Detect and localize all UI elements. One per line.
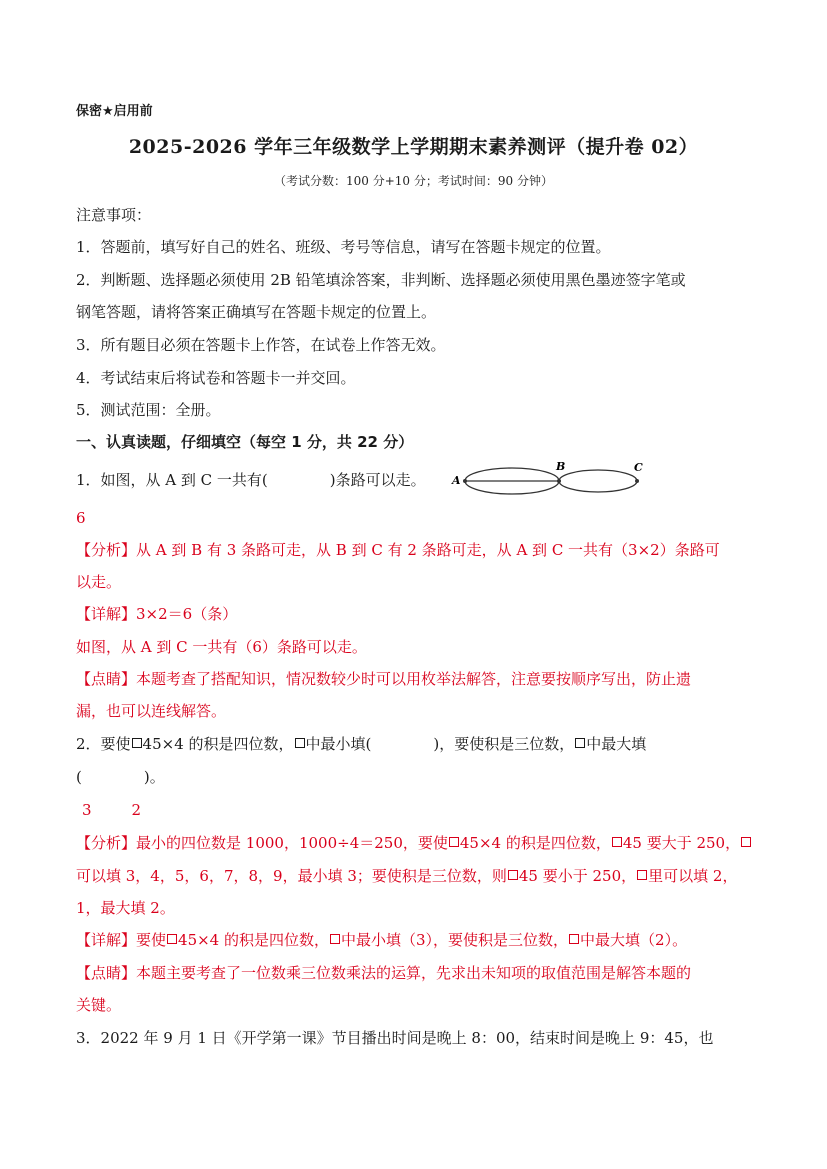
q1-analysis-text: 从 A 到 B 有 3 条路可走，从 B 到 C 有 2 条路可走，从 A 到 C 一共有（3×2）条路可 — [136, 541, 720, 559]
q2-comment-cont: 关键。 — [76, 996, 122, 1014]
notice-item-2-cont: 钢笔答题，请将答案正确填写在答题卡规定的位置上。 — [76, 303, 437, 321]
q2-analysis-2c: 里可以填 2， — [648, 867, 738, 885]
notice-item-4: 4．考试结束后将试卷和答题卡一并交回。 — [76, 369, 356, 387]
q2-comment — [76, 963, 691, 983]
q1-detail-text: 3×2＝6（条） — [136, 605, 238, 623]
confidential-label: 保密★启用前 — [76, 104, 153, 119]
q2-detail-d: 中最大填（2）。 — [580, 931, 688, 949]
q2-analysis-cont — [76, 866, 737, 886]
unknown-digit-box — [569, 934, 579, 944]
q1-comment-cont: 漏，也可以连线解答。 — [76, 702, 227, 720]
q3-stem: 3．2022 年 9 月 1 日《开学第一课》节目播出时间是晚上 8：00，结束时间是晚上 9：45，也 — [76, 1029, 714, 1047]
analysis-tag: 【分析】 — [76, 541, 137, 559]
q2-stem-cont — [76, 767, 165, 787]
q2-analysis-1c: 45 要大于 250， — [622, 834, 741, 852]
q2-answers — [82, 800, 141, 820]
q1-answer: 6 — [76, 509, 86, 527]
notice-heading: 注意事项： — [76, 206, 152, 224]
point-c — [635, 479, 639, 483]
q2-detail-c: 中最小填（3），要使积是三位数， — [341, 931, 569, 949]
q1-detail — [76, 604, 237, 624]
q1-stem — [76, 470, 426, 490]
exam-subtitle: （考试分数：100 分+10 分；考试时间：90 分钟） — [274, 174, 553, 188]
detail-tag: 【详解】 — [76, 605, 137, 623]
q2-stem-part-f-close: )。 — [143, 768, 165, 786]
q1-analysis — [76, 540, 720, 560]
q2-stem-part-a: 2．要使 — [76, 735, 131, 753]
q2-analysis-2b: 45 要小于 250， — [518, 867, 637, 885]
unknown-digit-box — [167, 934, 177, 944]
q2-analysis — [76, 833, 752, 853]
label-b: B — [556, 462, 566, 473]
unknown-digit-box — [330, 934, 340, 944]
section-1-title: 一、认真读题，仔细填空（每空 1 分，共 22 分） — [76, 433, 414, 451]
q2-analysis-2a: 可以填 3，4，5，6，7，8，9，最小填 3；要使积是三位数，则 — [76, 867, 507, 885]
q2-answer-2: 2 — [131, 801, 142, 819]
q2-analysis-1b: 45×4 的积是四位数， — [459, 834, 611, 852]
q1-stem-part-a: 1．如图，从 A 到 C 一共有( — [76, 471, 268, 489]
q1-comment-text: 本题考查了搭配知识，情况数较少时可以用枚举法解答，注意要按顺序写出，防止遗 — [136, 670, 692, 688]
label-c: C — [634, 462, 643, 474]
page-title: 2025-2026 学年三年级数学上学期期末素养测评（提升卷 02） — [128, 136, 699, 158]
q2-analysis-end: 1，最大填 2。 — [76, 899, 175, 917]
unknown-digit-box — [637, 870, 647, 880]
q2-detail — [76, 930, 687, 950]
q2-stem-part-c: 中最小填( — [305, 735, 372, 753]
q2-stem — [76, 734, 646, 754]
comment-tag: 【点睛】 — [76, 670, 137, 688]
point-a — [463, 479, 467, 483]
comment-tag: 【点睛】 — [76, 964, 137, 982]
q2-detail-a: 要使 — [136, 931, 167, 949]
notice-item-3: 3．所有题目必须在答题卡上作答，在试卷上作答无效。 — [76, 336, 446, 354]
q1-comment — [76, 669, 691, 689]
q1-analysis-cont: 以走。 — [76, 573, 122, 591]
q2-stem-part-e: 中最大填 — [586, 735, 647, 753]
q2-stem-part-d: )，要使积是三位数， — [433, 735, 575, 753]
unknown-digit-box — [508, 870, 518, 880]
q2-stem-part-f-open: ( — [76, 768, 82, 786]
unknown-digit-box — [295, 738, 305, 748]
detail-tag: 【详解】 — [76, 931, 137, 949]
unknown-digit-box — [132, 738, 142, 748]
notice-item-5: 5．测试范围：全册。 — [76, 401, 221, 419]
unknown-digit-box — [741, 837, 751, 847]
q2-analysis-1a: 最小的四位数是 1000，1000÷4＝250，要使 — [136, 834, 448, 852]
unknown-digit-box — [575, 738, 585, 748]
q2-stem-part-b: 45×4 的积是四位数， — [142, 735, 294, 753]
label-a: A — [452, 474, 461, 487]
q2-answer-1: 3 — [82, 801, 92, 819]
q2-detail-b: 45×4 的积是四位数， — [178, 931, 329, 949]
point-b — [557, 479, 561, 483]
q2-comment-text: 本题主要考查了一位数乘三位数乘法的运算，先求出未知项的取值范围是解答本题的 — [136, 964, 692, 982]
q1-detail-cont: 如图，从 A 到 C 一共有（6）条路可以走。 — [76, 638, 367, 656]
unknown-digit-box — [612, 837, 622, 847]
unknown-digit-box — [449, 837, 459, 847]
route-diagram — [450, 462, 650, 498]
analysis-tag: 【分析】 — [76, 834, 137, 852]
notice-item-2: 2．判断题、选择题必须使用 2B 铅笔填涂答案，非判断、选择题必须使用黑色墨迹签字笔或 — [76, 271, 686, 289]
notice-item-1: 1．答题前，填写好自己的姓名、班级、考号等信息，请写在答题卡规定的位置。 — [76, 238, 611, 256]
route-b-c-ellipse — [559, 470, 637, 492]
q1-stem-part-b: )条路可以走。 — [329, 471, 426, 489]
